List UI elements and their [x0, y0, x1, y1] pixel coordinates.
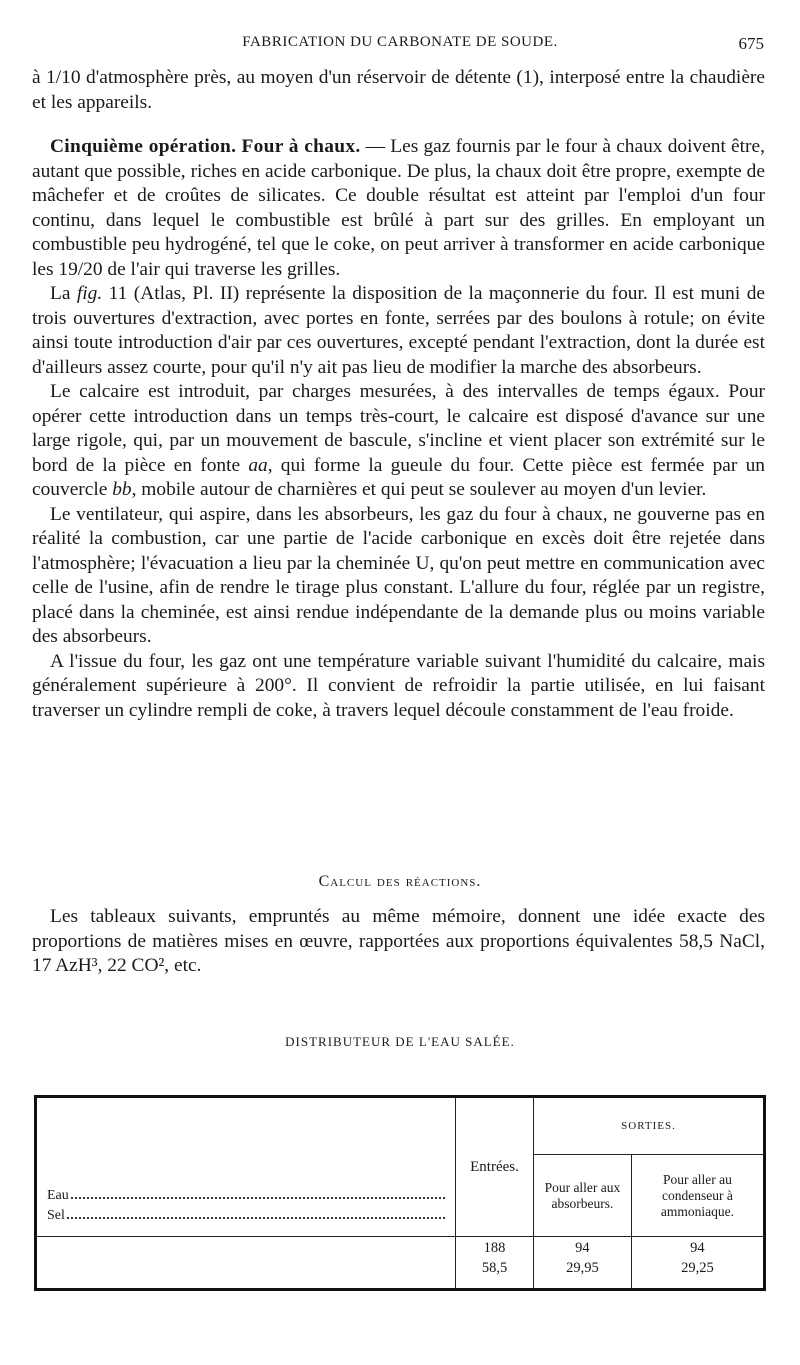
body-text [32, 66, 765, 723]
operation-heading: Cinquième opération. [50, 136, 237, 157]
table-caption: DISTRIBUTEUR DE L'EAU SALÉE. [285, 1034, 515, 1049]
leader-dots [67, 1217, 445, 1219]
section-intro-text [32, 905, 765, 979]
text-fragment: 11 (Atlas, Pl. II) représente la disposition de la maçonnerie du four. Il est muni de trois ouvertures d'extraction, avec portes en fonte, serrées par des boulons à rotule; on évite ainsi toute introduction d'air par ces ouvertures, excepté pendant l'extraction, dont la durée est d'ailleurs assez courte, pour qu'il n'y ait pas lieu de modifier la marche des absorbeurs. [32, 283, 765, 378]
row-label-text: Sel [47, 1208, 65, 1223]
text-fragment: La [50, 283, 77, 304]
cell-condenseur [631, 1237, 764, 1290]
text-fragment: , mobile autour de charnières et qui peut se soulever au moyen d'un levier. [131, 479, 707, 500]
value-sel-absorbeurs: 29,95 [566, 1260, 599, 1276]
paragraph-issue-du-four: A l'issue du four, les gaz ont une température variable suivant l'humidité du calcaire, mais généralement supérieure à 200°. Il convient de refroidir la partie utilisée, en lui faisant traverser un cylindre rempli de coke, à travers lequel découle constamment de l'eau froide. [32, 650, 765, 721]
text-fragment: Le calcaire est introduit, par charges mesurées, à des intervalles de temps égaux. Pour opérer cette introduction dans un temps très-court, le calcaire est disposé d'avance sur une large rigole, qui, par un mouvement de bascule, s'incline et vient placer son extrémité sur le bord de la pièce en fonte [32, 381, 765, 476]
header-condenseur: Pour aller au condenseur à ammoniaque. [631, 1155, 764, 1237]
value-eau-entrees: 188 [483, 1240, 506, 1256]
section-title: Calcul des réactions. [318, 873, 482, 890]
value-eau-condenseur: 94 [690, 1240, 705, 1256]
paragraph-tableaux: Les tableaux suivants, empruntés au même mémoire, donnent une idée exacte des proportions de matières mises en œuvre, rapportées aux proportions équivalentes 58,5 NaCl, 17 AzH³, 22 CO², etc. [32, 906, 765, 976]
piece-label-bb: bb [112, 479, 132, 500]
paragraph-intro: à 1/10 d'atmosphère près, au moyen d'un réservoir de détente (1), interposé entre la chaudière et les appareils. [32, 67, 765, 113]
operation-subheading: Four à chaux. [241, 136, 361, 157]
salt-water-distribution-table [34, 1095, 766, 1291]
spacer-cell [36, 1237, 456, 1290]
header-absorbeurs: Pour aller aux absorbeurs. [534, 1155, 632, 1237]
cell-entrees [456, 1237, 534, 1290]
fig-reference: fig. [76, 283, 103, 304]
paragraph-fig [32, 282, 765, 380]
row-labels-cell [36, 1097, 456, 1237]
page-number: 675 [738, 34, 764, 53]
header-entrees: Entrées. [456, 1097, 534, 1237]
cell-absorbeurs [534, 1237, 632, 1290]
text-fragment: , qui forme la gueule du four. Cette pièce est fermée par un couvercle [32, 454, 765, 500]
row-label-eau [47, 1186, 447, 1206]
value-sel-condenseur: 29,25 [681, 1260, 714, 1276]
value-eau-absorbeurs: 94 [575, 1240, 590, 1256]
page-header [0, 34, 800, 58]
piece-label-aa: aa [248, 454, 268, 476]
paragraph-calcaire [32, 380, 765, 503]
running-title: FABRICATION DU CARBONATE DE SOUDE. [242, 34, 558, 50]
row-label-sel [47, 1206, 447, 1226]
row-label-text: Eau [47, 1188, 69, 1203]
value-sel-entrees: 58,5 [481, 1260, 508, 1276]
paragraph-text: — Les gaz fournis par le four à chaux doivent être, autant que possible, riches en acide carbonique. De plus, la chaux doit être propre, exempte de mâchefer et de croûtes de silicates. Ce double résultat est atteint par l'emploi d'un four continu, dans lequel le combustible est brûlé à part sur des grilles. En employant un combustible peu hydrogéné, tel que le coke, on peut arriver à transformer en acide carbonique les 19/20 de l'air qui traverse les grilles. [32, 136, 765, 280]
paragraph-four-a-chaux [32, 135, 765, 282]
paragraph-ventilateur: Le ventilateur, qui aspire, dans les absorbeurs, les gaz du four à chaux, ne gouverne pas en réalité la combustion, car une partie de l'acide carbonique en excès doit être rejetée dans l'atmosphère; l'évacuation a lieu par la cheminée U, qu'on peut mettre en communication avec celle de l'usine, afin de rendre le tirage plus constant. L'allure du four, réglée par un registre, placé dans la cheminée, est ainsi rendue indépendante de la demande plus ou moins variable des absorbeurs. [32, 503, 765, 647]
leader-dots [71, 1197, 445, 1199]
header-sorties: SORTIES. [534, 1097, 765, 1155]
